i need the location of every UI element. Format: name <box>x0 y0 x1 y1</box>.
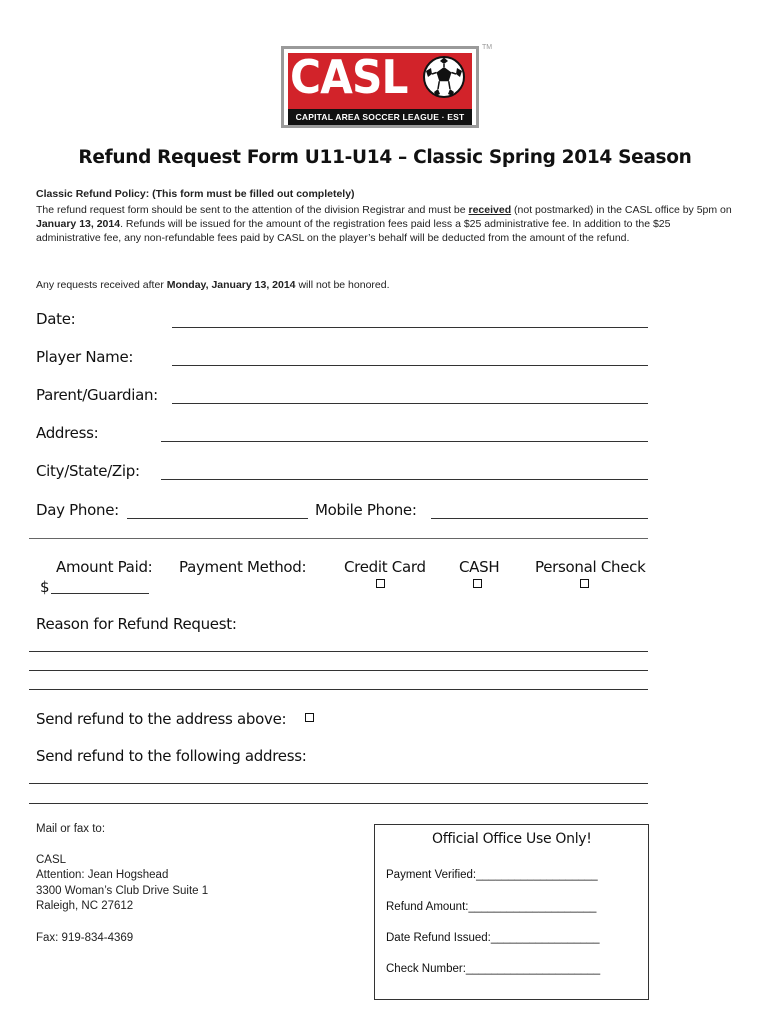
following-address-line-2[interactable] <box>29 803 648 804</box>
day-phone-field[interactable] <box>127 518 308 519</box>
policy-text-1: The refund request form should be sent to the attention of the division Registrar and must be <box>36 204 469 216</box>
policy-text-2: (not postmarked) in the CASL office by 5pm on <box>511 204 732 216</box>
send-above-checkbox[interactable] <box>305 713 314 722</box>
section-divider <box>29 538 648 539</box>
logo-wordmark: CASL <box>290 50 408 104</box>
mail-fax: Fax: 919-834-4369 <box>36 932 134 944</box>
deadline-date: Monday, January 13, 2014 <box>166 279 296 291</box>
credit-card-label: Credit Card <box>344 558 426 576</box>
mobile-phone-label: Mobile Phone: <box>315 501 417 519</box>
player-name-field[interactable] <box>172 365 648 366</box>
amount-paid-field[interactable] <box>51 593 149 594</box>
logo-tagline: CAPITAL AREA SOCCER LEAGUE · EST 1974 <box>288 109 472 125</box>
policy-heading: Classic Refund Policy: (This form must be filled out completely) <box>36 188 355 200</box>
reason-line-2[interactable] <box>29 670 648 671</box>
date-field[interactable] <box>172 327 648 328</box>
reason-line-3[interactable] <box>29 689 648 690</box>
city-state-zip-field[interactable] <box>161 479 648 480</box>
mail-city: Raleigh, NC 27612 <box>36 900 134 912</box>
casl-logo <box>281 46 479 138</box>
refund-amount-field[interactable]: Refund Amount:____________________ <box>386 901 597 913</box>
address-label: Address: <box>36 424 99 442</box>
send-following-label: Send refund to the following address: <box>36 747 307 765</box>
dollar-sign: $ <box>40 578 50 596</box>
deadline-suffix: will not be honored. <box>295 279 390 291</box>
cash-checkbox[interactable] <box>473 579 482 588</box>
deadline-notice <box>36 278 390 292</box>
mail-heading: Mail or fax to: <box>36 823 106 835</box>
mail-street: 3300 Woman’s Club Drive Suite 1 <box>36 885 209 897</box>
credit-card-checkbox[interactable] <box>376 579 385 588</box>
following-address-line-1[interactable] <box>29 783 648 784</box>
soccer-ball-icon <box>422 55 466 99</box>
send-above-label: Send refund to the address above: <box>36 710 287 728</box>
policy-date: January 13, 2014 <box>36 218 121 230</box>
policy-received: received <box>468 204 512 216</box>
reason-label: Reason for Refund Request: <box>36 615 237 633</box>
trademark-mark: TM <box>482 44 493 51</box>
page-title: Refund Request Form U11-U14 – Classic Spring 2014 Season <box>78 147 692 168</box>
payment-verified-field[interactable]: Payment Verified:___________________ <box>386 869 598 881</box>
personal-check-label: Personal Check <box>535 558 646 576</box>
date-refund-issued-field[interactable]: Date Refund Issued:_________________ <box>386 932 600 944</box>
mobile-phone-field[interactable] <box>431 518 648 519</box>
parent-guardian-field[interactable] <box>172 403 648 404</box>
parent-guardian-label: Parent/Guardian: <box>36 386 158 404</box>
mail-org: CASL <box>36 854 67 866</box>
policy-text <box>36 203 736 245</box>
reason-line-1[interactable] <box>29 651 648 652</box>
address-field[interactable] <box>161 441 648 442</box>
day-phone-label: Day Phone: <box>36 501 119 519</box>
office-heading: Official Office Use Only! <box>432 831 592 847</box>
cash-label: CASH <box>459 558 500 576</box>
office-use-box <box>374 824 649 1000</box>
amount-paid-label: Amount Paid: <box>56 558 153 576</box>
mail-attention: Attention: Jean Hogshead <box>36 869 169 881</box>
city-state-zip-label: City/State/Zip: <box>36 462 140 480</box>
date-label: Date: <box>36 310 76 328</box>
player-name-label: Player Name: <box>36 348 134 366</box>
deadline-prefix: Any requests received after <box>36 279 167 291</box>
policy-text-3: . Refunds will be issued for the amount of the registration fees paid less a $25 administrative fee. In addition to the $25 administrative fee, any non-refundable fees paid by CASL on the player’s behalf will be deducted from the amount of the refund. <box>36 218 671 244</box>
check-number-field[interactable]: Check Number:_____________________ <box>386 963 601 975</box>
personal-check-checkbox[interactable] <box>580 579 589 588</box>
payment-method-label: Payment Method: <box>179 558 307 576</box>
